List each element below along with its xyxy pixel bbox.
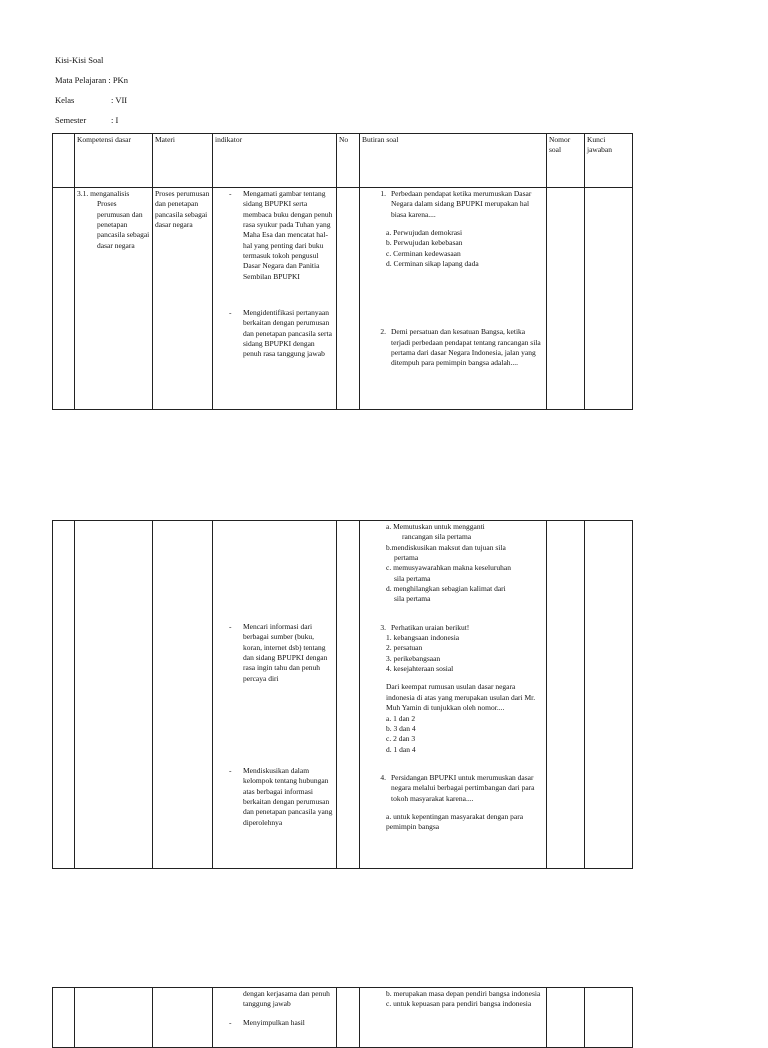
class-value: : VII bbox=[111, 95, 128, 105]
subject-value: : PKn bbox=[108, 75, 128, 85]
cell-blank bbox=[53, 988, 75, 1048]
answer-option: b. Perwujudan kebebasan bbox=[386, 238, 463, 248]
cell-materi bbox=[153, 988, 213, 1048]
cell-butiran bbox=[360, 521, 547, 869]
question-text: Perbedaan pendapat ketika merumuskan Dasar Negara dalam sidang BPUPKI merupakan hal biasa karena.... bbox=[391, 189, 532, 219]
answer-option: b. merupakan masa depan pendiri bangsa indonesia bbox=[386, 989, 541, 998]
class-line bbox=[55, 95, 127, 105]
cell-materi: Proses perumusan dan penetapan pancasila sebagai dasar negara bbox=[153, 188, 213, 410]
subject-line bbox=[55, 75, 128, 85]
cell-kompetensi bbox=[75, 521, 153, 869]
answer-option: c. untuk kepuasan para pendiri bangsa indonesia bbox=[386, 999, 532, 1009]
table-header-row bbox=[53, 134, 633, 188]
option-line: a. Memutuskan untuk mengganti bbox=[386, 522, 485, 531]
kd-body: menganalisis Proses perumusan dan penetapan pancasila sebagai dasar negara bbox=[90, 189, 150, 250]
indikator-item: - Mengamati gambar tentang sidang BPUPKI serta membaca buku dengan penuh rasa syukur pada Tuhan yang Maha Esa dan mencatat hal-hal yang penting dari buku termasuk tokoh pengusul Dasar Negara dan Panitia Sembilan BPUPKI bbox=[229, 189, 333, 281]
option-line: b.mendiskusikan maksut dan tujuan sila bbox=[386, 542, 506, 552]
answer-option: c. Cerminan kedewasaan bbox=[386, 248, 461, 258]
col-materi: Materi bbox=[153, 134, 213, 188]
answer-option bbox=[386, 522, 544, 543]
question-text: Persidangan BPUPKI untuk merumuskan dasar negara melalui berbagai pertimbangan dari para tokoh masyarakat karena.... bbox=[391, 772, 535, 803]
list-item: 3. perikebangsaan bbox=[386, 653, 441, 663]
question-3 bbox=[372, 623, 544, 633]
answer-option bbox=[386, 584, 544, 605]
cell-materi bbox=[153, 521, 213, 869]
col-nomor-soal: Nomor soal bbox=[547, 134, 585, 188]
semester-value: : I bbox=[111, 115, 119, 125]
col-butiran: Butiran soal bbox=[360, 134, 547, 188]
cell-butiran bbox=[360, 988, 547, 1048]
option-line: d. menghilangkan sebagian kalimat dari bbox=[386, 584, 506, 594]
option-line: sila pertama bbox=[394, 573, 431, 583]
option-line: c. memusyawarahkan makna keseluruhan bbox=[386, 563, 511, 573]
cell-kompetensi bbox=[75, 188, 153, 410]
col-kompetensi: Kompetensi dasar bbox=[75, 134, 153, 188]
table-row bbox=[53, 188, 633, 410]
cell-kompetensi bbox=[75, 988, 153, 1048]
col-indikator: indikator bbox=[213, 134, 337, 188]
col-no: No bbox=[337, 134, 360, 188]
question-number: 1. bbox=[380, 189, 386, 198]
cell-nomor-soal bbox=[547, 521, 585, 869]
cell-nomor-soal bbox=[547, 988, 585, 1048]
doc-title: Kisi-Kisi Soal bbox=[55, 55, 104, 65]
table-row bbox=[53, 521, 633, 869]
answer-option: a. Perwujudan demokrasi bbox=[386, 228, 463, 238]
answer-option: d. Cerminan sikap lapang dada bbox=[386, 259, 479, 269]
option-line: rancangan sila pertama bbox=[402, 532, 472, 542]
answer-option: c. 2 dan 3 bbox=[386, 734, 416, 744]
cell-nomor-soal bbox=[547, 188, 585, 410]
option-line: pertama bbox=[394, 553, 419, 563]
answer-option: b. 3 dan 4 bbox=[386, 723, 416, 733]
question-1 bbox=[372, 189, 544, 220]
cell-no bbox=[337, 521, 360, 869]
list-item: 2. persatuan bbox=[386, 643, 423, 653]
answer-option: d. 1 dan 4 bbox=[386, 744, 416, 754]
grid-table-3 bbox=[52, 987, 633, 1048]
col-kunci: Kunci jawaban bbox=[585, 134, 633, 188]
question-number: 3. bbox=[380, 622, 386, 632]
list-item: 1. kebangsaan indonesia bbox=[386, 633, 460, 643]
cell-kunci bbox=[585, 521, 633, 869]
indikator-text: Menyimpulkan hasil bbox=[243, 1017, 305, 1027]
answer-option bbox=[386, 543, 544, 564]
kd-number: 3.1. bbox=[77, 189, 89, 198]
cell-indikator bbox=[213, 188, 337, 410]
indikator-item: - Mencari informasi dari berbagai sumber (buku, koran, internet dsb) tentang dan sidang BPUPKI dengan rasa ingin tahu dan penuh percaya diri bbox=[229, 622, 334, 684]
grid-table-1 bbox=[52, 133, 633, 410]
cell-indikator bbox=[213, 988, 337, 1048]
class-label: Kelas bbox=[55, 95, 75, 105]
indikator-item: - Mengidentifikasi pertanyaan berkaitan dengan perumusan dan penetapan pancasila serta sidang BPUPKI dengan penuh rasa tanggung jawab bbox=[229, 308, 334, 360]
indikator-text: Mendiskusikan dalam kelompok tentang hubungan atas berbagai informasi berkaitan dengan perumusan dan penetapan pancasila yang diperolehnya bbox=[243, 766, 333, 827]
indikator-item: - Menyimpulkan hasil bbox=[229, 1017, 305, 1027]
indikator-text: dengan kerjasama dan penuh tanggung jawab bbox=[243, 989, 330, 1009]
cell-indikator bbox=[213, 521, 337, 869]
question-4 bbox=[372, 773, 544, 804]
list-item: 4. kesejahteraan sosial bbox=[386, 664, 454, 674]
question-number: 2. bbox=[380, 327, 386, 337]
cell-kunci bbox=[585, 988, 633, 1048]
kd-text bbox=[77, 189, 150, 251]
indikator-text: Mencari informasi dari berbagai sumber (buku, koran, internet dsb) tentang dan sidang BPUPKI dengan rasa ingin tahu dan penuh percaya diri bbox=[243, 622, 328, 683]
cell-blank bbox=[53, 188, 75, 410]
option-line: sila pertama bbox=[394, 594, 431, 604]
question-text: Demi persatuan dan kesatuan Bangsa, ketika terjadi perbedaan pendapat tentang rancangan sila pertama dari dasar Negara Indonesia, jalan yang ditempuh para pemimpin bangsa adalah.... bbox=[391, 327, 541, 368]
answer-option: a. 1 dan 2 bbox=[386, 713, 416, 723]
cell-kunci bbox=[585, 188, 633, 410]
table-row bbox=[53, 988, 633, 1048]
grid-table-2 bbox=[52, 520, 633, 869]
subject-label: Mata Pelajaran bbox=[55, 75, 107, 85]
cell-no bbox=[337, 188, 360, 410]
col-blank bbox=[53, 134, 75, 188]
indikator-item: - Mendiskusikan dalam kelompok tentang hubungan atas berbagai informasi berkaitan dengan perumusan dan penetapan pancasila yang diperolehnya bbox=[229, 766, 333, 827]
question-text: Perhatikan uraian berikut! bbox=[391, 622, 470, 632]
answer-option: a. untuk kepentingan masyarakat dengan para pemimpin bangsa bbox=[386, 811, 524, 832]
indikator-text: Mengamati gambar tentang sidang BPUPKI serta membaca buku dengan penuh rasa syukur pada Tuhan yang Maha Esa dan mencatat hal-hal yang penting dari buku termasuk tokoh pengusul Dasar Negara dan Panitia Sembilan BPUPKI bbox=[243, 189, 333, 281]
semester-line bbox=[55, 115, 118, 125]
indikator-text: Mengidentifikasi pertanyaan berkaitan dengan perumusan dan penetapan pancasila serta sidang BPUPKI dengan penuh rasa tanggung jawab bbox=[243, 308, 332, 359]
question-text: Dari keempat rumusan usulan dasar negara indonesia di atas yang merupakan usulan dari Mr. Muh Yamin di tunjukkan oleh nomor.... bbox=[386, 682, 536, 713]
answer-option bbox=[386, 563, 544, 584]
semester-label: Semester bbox=[55, 115, 87, 125]
cell-no bbox=[337, 988, 360, 1048]
question-2 bbox=[372, 327, 544, 368]
cell-butiran bbox=[360, 188, 547, 410]
question-number: 4. bbox=[380, 772, 386, 782]
cell-blank bbox=[53, 521, 75, 869]
